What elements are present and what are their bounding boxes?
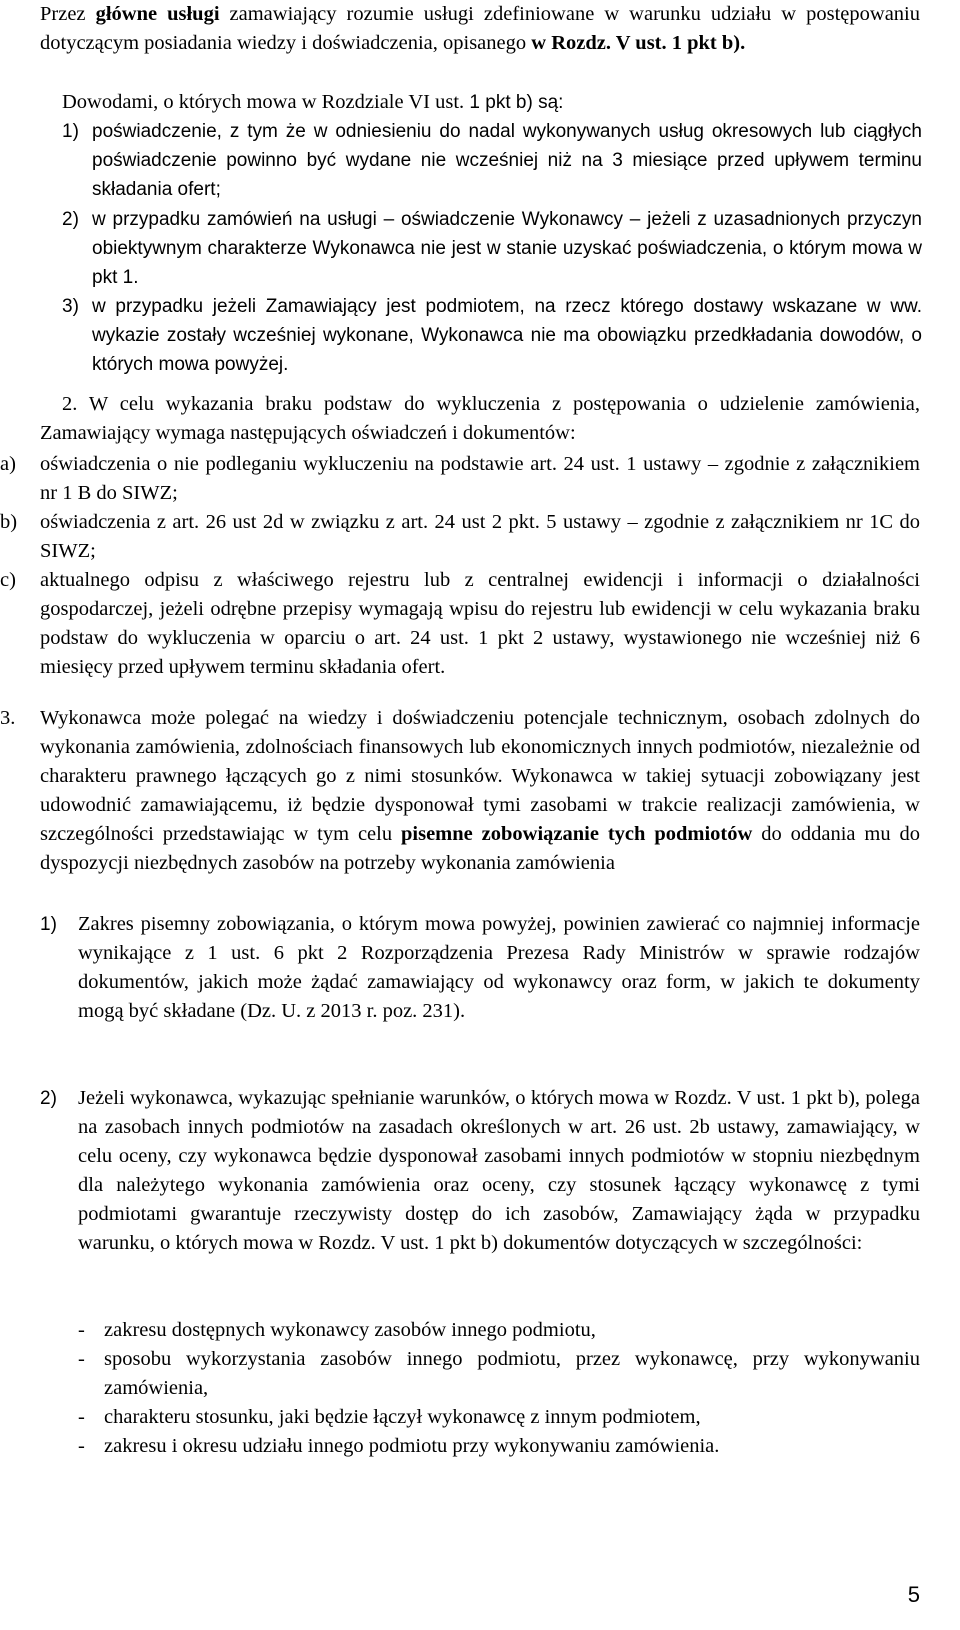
evidence-intro — [62, 88, 922, 117]
dash-text: sposobu wykorzystania zasobów innego podmiotu, przez wykonawcę, przy wykonywaniu zamówienia, — [104, 1348, 920, 1399]
evidence-item — [62, 205, 922, 292]
section-2-item — [0, 450, 920, 508]
list-text: oświadczenia o nie podleganiu wykluczeniu na podstawie art. 24 ust. 1 ustawy – zgodnie z załącznikiem nr 1 B do SIWZ; — [40, 453, 920, 504]
dash-text: zakresu i okresu udziału innego podmiotu przy wykonywaniu zamówienia. — [104, 1435, 720, 1457]
evidence-item — [62, 292, 922, 379]
dash-marker: - — [78, 1406, 85, 1428]
section-3-bold-text: pisemne zobowiązanie tych podmiotów — [401, 823, 753, 845]
list-letter: c) — [0, 569, 16, 591]
intro-bold-term: główne usługi — [95, 3, 220, 25]
list-text: Jeżeli wykonawca, wykazując spełnianie warunków, o których mowa w Rozdz. V ust. 1 pkt b), polega na zasobach innych podmiotów na zasadach określonych w art. 26 ust. 2b ustawy, zamawiający, w celu oceny, czy wykonawca będzie dysponował zasobami innych podmiotów w stopniu niezbędnym dla należytego wykonania zamówienia oraz oceny, czy stosunek łączący wykonawcę z tymi podmiotami gwarantuje rzeczywisty dostęp do ich zasobów, Zamawiający żąda w przypadku warunku, o których mowa w Rozdz. V ust. 1 pkt b) dokumentów dotyczących w szczególności: — [78, 1087, 920, 1254]
dash-text: charakteru stosunku, jaki będzie łączył wykonawcę z innym podmiotem, — [104, 1406, 701, 1428]
dash-list — [78, 1316, 920, 1461]
section-3 — [0, 704, 920, 878]
dash-marker: - — [78, 1348, 85, 1370]
list-text: oświadczenia z art. 26 ust 2d w związku z art. 24 ust 2 pkt. 5 ustawy – zgodnie z załącznikiem nr 1C do SIWZ; — [40, 511, 920, 562]
dash-item — [78, 1345, 920, 1403]
list-number: 2) — [62, 209, 79, 230]
list-number: 1) — [40, 914, 57, 935]
intro-text: zamawiający rozumie usługi zdefiniowane w warunku udziału w postępowaniu dotyczącym posiadania wiedzy i doświadczenia, opisanego — [40, 3, 920, 54]
list-text: w przypadku zamówień na usługi – oświadczenie Wykonawcy – jeżeli z uzasadnionych przyczyn obiektywnym charakterze Wykonawca nie jest w stanie uzyskać poświadczenia, o którym mowa w pkt 1. — [92, 209, 922, 288]
dash-item — [78, 1316, 920, 1345]
section-3-item — [40, 910, 920, 1026]
section-3-paragraph — [40, 704, 920, 878]
evidence-intro-text: Dowodami, o których mowa w Rozdziale VI ust. — [62, 91, 465, 113]
list-letter: b) — [0, 511, 18, 533]
list-number: 1) — [62, 121, 79, 142]
evidence-item — [62, 117, 922, 204]
section-3-text: do oddania mu do dyspozycji niezbędnych zasobów na potrzeby wykonania zamówienia — [40, 823, 921, 874]
dash-item — [78, 1403, 920, 1432]
section-2-heading: 2. W celu wykazania braku podstaw do wykluczenia z postępowania o udzielenie zamówienia, Zamawiający wymaga następujących oświadczeń i dokumentów: — [40, 393, 920, 444]
list-text: w przypadku jeżeli Zamawiający jest podmiotem, na rzecz którego dostawy wskazane w ww. wykazie zostały wcześniej wykonane, Wykonawca nie ma obowiązku przedkładania dowodów, o których mowa powyżej. — [92, 296, 922, 375]
list-number: 3) — [62, 296, 79, 317]
intro-bold-reference: w Rozdz. V ust. 1 pkt b). — [531, 32, 746, 54]
section-3-item — [40, 1084, 920, 1258]
list-text: Zakres pisemny zobowiązania, o którym mowa powyżej, powinien zawierać co najmniej informacje wynikające z 1 ust. 6 pkt 2 Rozporządzenia Prezesa Rady Ministrów w sprawie rodzajów dokumentów, jakich może żądać zamawiający od wykonawcy oraz form, w jakich te dokumenty mogą być składane (Dz. U. z 2013 r. poz. 231). — [78, 913, 920, 1022]
list-letter: a) — [0, 453, 16, 475]
dash-text: zakresu dostępnych wykonawcy zasobów innego podmiotu, — [104, 1319, 596, 1341]
dash-marker: - — [78, 1319, 85, 1341]
section-2-item — [0, 508, 920, 566]
section-3-text: Wykonawca może polegać na wiedzy i doświadczeniu potencjale technicznym, osobach zdolnych do wykonania zamówienia, zdolnościach finansowych lub ekonomicznych innych podmiotów, niezależnie od charakteru prawnego łączących go z nimi stosunków. Wykonawca w takiej sytuacji zobowiązany jest udowodnić zamawiającemu, iż będzie dysponował tymi zasobami w trakcie realizacji zamówienia, w szczególności przedstawiając w tym celu — [40, 707, 920, 845]
list-text: poświadczenie, z tym że w odniesieniu do nadal wykonywanych usług okresowych lub ciągłych poświadczenie powinno być wydane nie wcześniej niż na 3 miesiące przed upływem terminu składania ofert; — [92, 121, 922, 200]
section-2-item — [0, 566, 920, 682]
evidence-intro-text: 1 pkt b) są: — [464, 92, 564, 113]
page-number: 5 — [907, 1582, 920, 1607]
dash-marker: - — [78, 1435, 85, 1457]
intro-paragraph — [40, 0, 920, 58]
dash-item — [78, 1432, 920, 1461]
list-number: 2) — [40, 1088, 57, 1109]
section-number: 3. — [0, 707, 16, 729]
list-text: aktualnego odpisu z właściwego rejestru lub z centralnej ewidencji i informacji o działalności gospodarczej, jeżeli odrębne przepisy wymagają wpisu do rejestru lub ewidencji w celu wykazania braku podstaw do wykluczenia w oparciu o art. 24 ust. 1 pkt 2 ustawy, wystawionego nie wcześniej niż 6 miesięcy przed upływem terminu składania ofert. — [40, 569, 920, 678]
intro-text: Przez — [40, 3, 96, 25]
